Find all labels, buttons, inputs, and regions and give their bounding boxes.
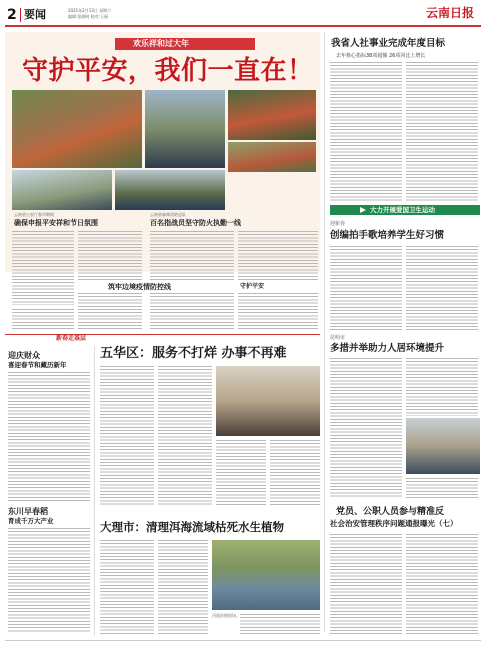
banner-arrow-icon xyxy=(360,207,366,213)
footer-rule xyxy=(5,640,481,641)
left-title-1: 迎庆财众 xyxy=(8,351,40,360)
sub4-title: 守护平安 xyxy=(240,283,265,290)
text-block xyxy=(330,62,402,202)
photo-checkpoint xyxy=(12,170,112,210)
photo-police-patrol xyxy=(145,90,225,168)
sub2-kicker: 云南省森林消防总队 xyxy=(150,212,186,217)
right-low-headline: 多措并举助力人居环境提升 xyxy=(330,343,445,354)
issue-date: 2021年2月13日 星期六 xyxy=(68,8,112,13)
right-mid-kicker: 迎新春 xyxy=(330,221,346,227)
text-block xyxy=(150,293,234,329)
photo-erhai-river-cleanup xyxy=(212,540,320,610)
text-block xyxy=(270,440,320,506)
left-subtitle-1: 喜迎春节和藏历新年 xyxy=(8,361,67,369)
sub1-kicker: 云南省公安厅春节期间 xyxy=(14,212,54,217)
right-bottom-headline-1: 党员、公职人员参与精准反 xyxy=(336,507,445,517)
right-top-subhead: 去年核心指标38项超额 26项同比上增长 xyxy=(336,53,426,59)
masthead-rule xyxy=(5,25,481,27)
text-block xyxy=(238,293,318,329)
left-title-2: 东川早春稻 xyxy=(8,507,48,516)
text-block xyxy=(406,478,478,498)
photo-forest-team xyxy=(228,90,316,140)
photo-service-hall xyxy=(216,366,320,436)
text-block xyxy=(330,534,402,634)
middle-section-rule xyxy=(5,334,320,335)
page-number: 2 xyxy=(7,7,17,23)
right-top-headline: 我省人社事业完成年度目标 xyxy=(331,38,446,49)
bottom-headline: 大理市：清理洱海流域枯死水生植物 xyxy=(100,520,284,534)
page-number-divider xyxy=(20,8,21,22)
text-block xyxy=(150,231,234,281)
editor-line: 编辑:张晓明 校对:王丽 xyxy=(68,14,108,19)
feature-banner xyxy=(115,38,255,50)
text-block xyxy=(216,440,266,506)
paper-logo: 云南日报 xyxy=(426,6,475,20)
text-block xyxy=(238,231,318,281)
text-block xyxy=(240,614,320,634)
photo-officers xyxy=(115,170,225,210)
photo-community-volunteers xyxy=(406,418,480,474)
text-block xyxy=(8,372,90,502)
section-banner-text: 大力开展爱国卫生运动 xyxy=(370,206,435,214)
right-low-kicker: 昆明市 xyxy=(330,335,346,341)
middle-section-tag-text: 新春走基层 xyxy=(56,335,87,342)
text-block xyxy=(406,534,478,634)
right-bottom-headline-2: 社会治安管理秩序问题通报曝光（七） xyxy=(330,519,458,528)
text-block xyxy=(406,62,478,202)
text-block xyxy=(406,358,478,416)
text-block xyxy=(78,293,142,329)
text-block xyxy=(78,231,142,281)
middle-section-tag xyxy=(56,336,106,344)
sub1-title: 确保申报平安祥和节日氛围 xyxy=(14,219,98,227)
text-block xyxy=(330,358,402,498)
sub3-title: 筑牢边境疫情防控线 xyxy=(108,283,171,291)
section-label: 要闻 xyxy=(24,8,46,21)
text-block xyxy=(158,540,208,636)
text-block xyxy=(406,246,478,332)
text-block xyxy=(12,309,74,329)
text-block xyxy=(8,528,90,632)
text-block xyxy=(100,366,154,506)
right-mid-headline: 创编拍手歌培养学生好习惯 xyxy=(330,230,445,241)
text-block xyxy=(158,366,212,506)
feature-headline: 守护平安，我们一直在！ xyxy=(22,56,314,86)
text-block xyxy=(100,540,154,636)
bottom-photo-caption: 河道治理现场。 xyxy=(212,613,240,618)
right-column-divider xyxy=(324,32,325,632)
middle-headline: 五华区：服务不打烊 办事不再难 xyxy=(100,346,287,361)
text-block xyxy=(330,246,402,332)
sub2-title: 百名指战员坚守防火执勤一线 xyxy=(150,219,241,227)
left-column-divider xyxy=(94,346,95,636)
photo-firefighters-large xyxy=(12,90,142,168)
left-subtitle-2: 育成千万大产业 xyxy=(8,517,54,525)
section-banner-hygiene xyxy=(330,205,480,215)
text-block xyxy=(12,231,74,305)
feature-banner-text: 欢乐祥和过大年 xyxy=(133,39,189,48)
photo-forest-patrol xyxy=(228,142,316,172)
masthead xyxy=(0,0,485,30)
